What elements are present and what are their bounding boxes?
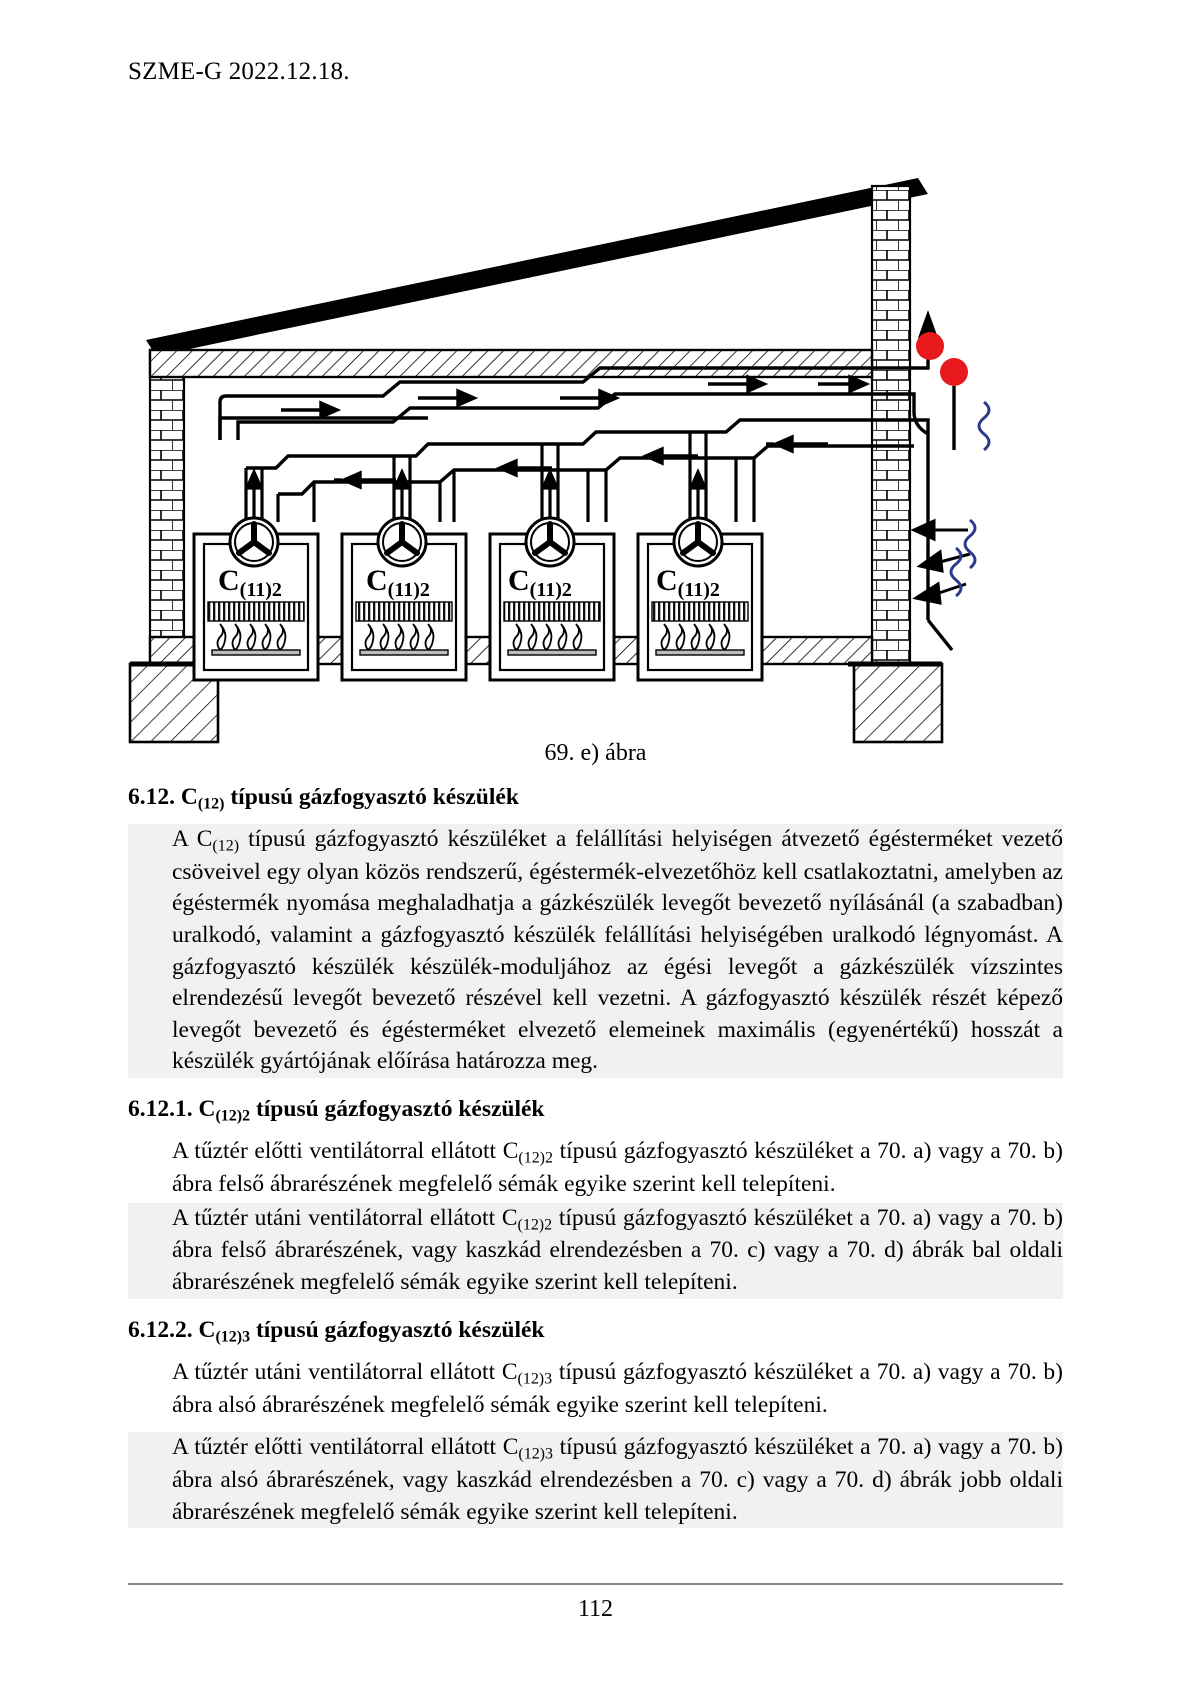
run-text: A tűztér előtti ventilátorral ellátott C: [172, 1137, 519, 1164]
section-title-post: típusú gázfogyasztó készülék: [250, 1096, 545, 1123]
supply-duct: [220, 368, 873, 440]
run-text: A tűztér előtti ventilátorral ellátott C: [172, 1434, 519, 1461]
burner-rail: [212, 650, 300, 655]
right-wall-brick: [872, 186, 910, 731]
run-text: típusú gázfogyasztó készüléket a 70. a) vagy a 70. b) ábra felső ábrarészének megfelelő sémák egyike szerint kell telepíteni.: [172, 1137, 1063, 1197]
paragraph: [128, 1357, 1063, 1422]
section-title-pre: C: [192, 1096, 216, 1123]
burner-rail: [656, 650, 744, 655]
paragraph: [128, 824, 1063, 1078]
section-title-sub: (12)2: [215, 1107, 251, 1125]
appliance-label: $C_{(11)2}$: [218, 564, 282, 601]
run-text: A tűztér utáni ventilátorral ellátott C: [172, 1358, 518, 1385]
ceiling-slab: [150, 350, 872, 377]
appliance-unit: [194, 518, 318, 680]
paragraph: [128, 1203, 1063, 1299]
fan-icon: [378, 518, 426, 566]
roof-slab: [146, 178, 928, 356]
foundation-block-right: [854, 664, 942, 742]
appliance-label: $C_{(11)2}$: [508, 564, 572, 601]
section-heading-6-12-1: [128, 1094, 1063, 1127]
figure-caption: 69. e) ábra: [544, 740, 647, 766]
section-title-sub: (12): [197, 795, 225, 813]
section-number: 6.12.: [128, 784, 175, 810]
section-number: 6.12.2.: [128, 1316, 193, 1343]
heat-exchanger: [652, 602, 748, 621]
air-inlet-mark: [951, 402, 989, 596]
run-sub: (12)3: [518, 1445, 553, 1463]
fan-icon: [674, 518, 722, 566]
appliance-label: $C_{(11)2}$: [656, 564, 720, 601]
section-title-post: típusú gázfogyasztó készülék: [250, 1316, 545, 1343]
appliance-unit: [490, 518, 614, 680]
fan-icon: [230, 518, 278, 566]
left-wall-brick: [150, 350, 184, 680]
section-title-sub: (12)3: [215, 1328, 251, 1346]
run-text: típusú gázfogyasztó készüléket a 70. a) vagy a 70. b) ábra felső ábrarészének, vagy kaszkád elrendezésben a 70. c) vagy a 70. d) ábrák bal oldali ábrarészének megfelelő sémák egyike szerint kell telepíteni.: [172, 1204, 1063, 1296]
heat-exchanger: [356, 602, 452, 621]
document-header: SZME-G 2022.12.18.: [128, 58, 350, 85]
section-heading-6-12-2: [128, 1315, 1063, 1348]
terminal-downpipe: [928, 386, 954, 650]
article-body: [128, 782, 1063, 1528]
section-title-pre: C: [192, 1316, 216, 1343]
page-number: 112: [577, 1596, 614, 1622]
figure-69e: [128, 150, 1063, 750]
section-number: 6.12.1.: [128, 1096, 193, 1123]
heat-exchanger: [208, 602, 304, 621]
paragraph: [128, 1432, 1063, 1528]
run-sub: (12)2: [518, 1149, 553, 1167]
run-sub: (12)3: [517, 1370, 553, 1388]
run-text: típusú gázfogyasztó készüléket a 70. a) vagy a 70. b) ábra alsó ábrarészének, vagy kaszkád elrendezésben a 70. c) vagy a 70. d) ábrák jobb oldali ábrarészének megfelelő sémák egyike szerint kell telepíteni.: [172, 1434, 1063, 1525]
burner-rail: [508, 650, 596, 655]
section-title-pre: C: [175, 784, 198, 810]
section-title-post: típusú gázfogyasztó készülék: [224, 784, 519, 810]
section-heading-6-12: [128, 782, 1063, 815]
run-text: A C: [172, 825, 213, 852]
appliance-unit: [638, 518, 762, 680]
run-text: típusú gázfogyasztó készüléket a 70. a) vagy a 70. b) ábra alsó ábrarészének megfelelő sémák egyike szerint kell telepíteni.: [172, 1358, 1063, 1418]
figure-69e-drawing: [128, 150, 1063, 750]
burner-rail: [360, 650, 448, 655]
run-text: A tűztér utáni ventilátorral ellátott C: [172, 1204, 518, 1231]
run-sub: (12): [212, 837, 240, 855]
heat-exchanger: [504, 602, 600, 621]
appliance-unit: [342, 518, 466, 680]
run-text: típusú gázfogyasztó készüléket a felállítási helyiségen átvezető égésterméket vezető csöveivel egy olyan közös rendszerű, égéstermék-elvezetőhöz kell csatlakoztatni, amelyben az égéstermék nyomása meghaladhatja a gázkészülék levegőt bevezető nyílásánál (a szabadban) uralkodó, valamint a gázfogyasztó készülék felállítási helyiségében uralkodó légnyomást. A gázfogyasztó készülék készülék-moduljához az égési levegőt a gázkészülék vízszintes elrendezésű levegőt bevezető részével kell vezetni. A gázfogyasztó készülék részét képező levegőt bevezető és égésterméket elvezető elemeinek maximális (egyenértékű) hosszát a készülék gyártójának előírása határozza meg.: [172, 825, 1063, 1075]
terminal-marker: [916, 332, 968, 386]
paragraph: [128, 1136, 1063, 1201]
fan-icon: [526, 518, 574, 566]
appliance-label: $C_{(11)2}$: [366, 564, 430, 601]
footer-divider: [128, 1583, 1063, 1585]
run-sub: (12)2: [517, 1215, 553, 1233]
